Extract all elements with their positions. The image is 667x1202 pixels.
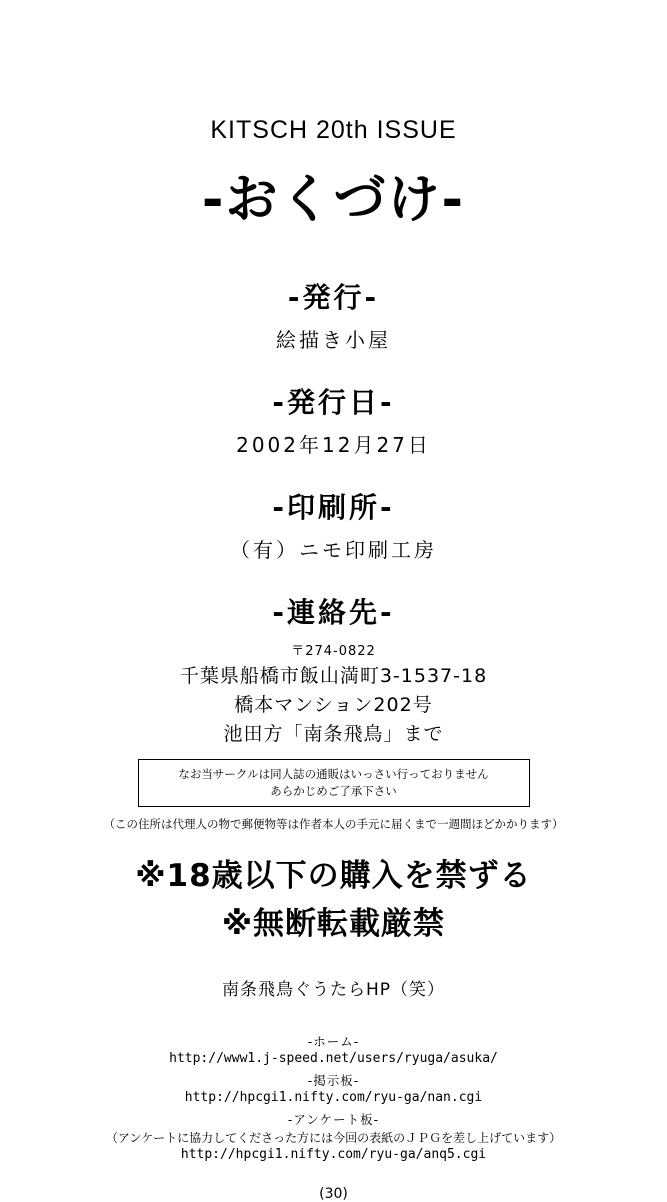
page-number: (30) <box>319 1186 348 1202</box>
homepage-title: 南条飛鳥ぐうたらHP（笑） <box>221 980 446 1001</box>
printer-value: （有）ニモ印刷工房 <box>230 538 437 562</box>
contact-address-line-1: 千葉県船橋市飯山満町3-1537-18 <box>179 665 488 687</box>
mail-order-notice-line-2: あらかじめご了承下さい <box>270 783 397 798</box>
reproduction-warning: ※無断転載厳禁 <box>221 906 446 943</box>
publish-date-value: 2002年12月27日 <box>236 433 431 457</box>
contact-heading: -連絡先- <box>272 596 395 629</box>
publish-date-heading: -発行日- <box>272 386 395 419</box>
contact-address-line-3: 池田方「南条飛鳥」まで <box>223 723 444 745</box>
contact-address-line-2: 橋本マンション202号 <box>234 694 433 716</box>
survey-link-url[interactable]: http://hpcgi1.nifty.com/ryu-ga/anq5.cgi <box>180 1147 487 1163</box>
home-link-url[interactable]: http://www1.j-speed.net/users/ryuga/asuka/ <box>169 1051 498 1067</box>
home-link-heading: -ホーム- <box>307 1034 360 1050</box>
survey-link-note: （アンケートに協力してくださった方には今回の表紙のＪＰＧを差し上げています） <box>105 1131 562 1146</box>
publisher-value: 絵描き小屋 <box>276 328 391 352</box>
mail-order-notice-box <box>138 759 530 807</box>
issue-line: KITSCH 20th ISSUE <box>210 116 457 144</box>
publisher-heading: -発行- <box>287 281 380 314</box>
contact-postal-code: 〒274-0822 <box>291 644 376 659</box>
bbs-link-heading: -掲示板- <box>307 1073 360 1089</box>
printer-heading: -印刷所- <box>272 491 395 524</box>
page-title: -おくづけ- <box>201 170 466 230</box>
bbs-link-url[interactable]: http://hpcgi1.nifty.com/ryu-ga/nan.cgi <box>184 1090 483 1106</box>
address-delay-note: （この住所は代理人の物で郵便物等は作者本人の手元に届くまで一週間ほどかかります） <box>103 817 564 832</box>
colophon-page <box>0 116 667 1202</box>
mail-order-notice-line-1: なお当サークルは同人誌の通販はいっさい行っておりません <box>178 767 489 781</box>
links-block <box>0 1032 667 1162</box>
age-restriction-warning: ※18歳以下の購入を禁ずる <box>135 858 532 895</box>
survey-link-heading: -アンケート板- <box>287 1112 380 1128</box>
